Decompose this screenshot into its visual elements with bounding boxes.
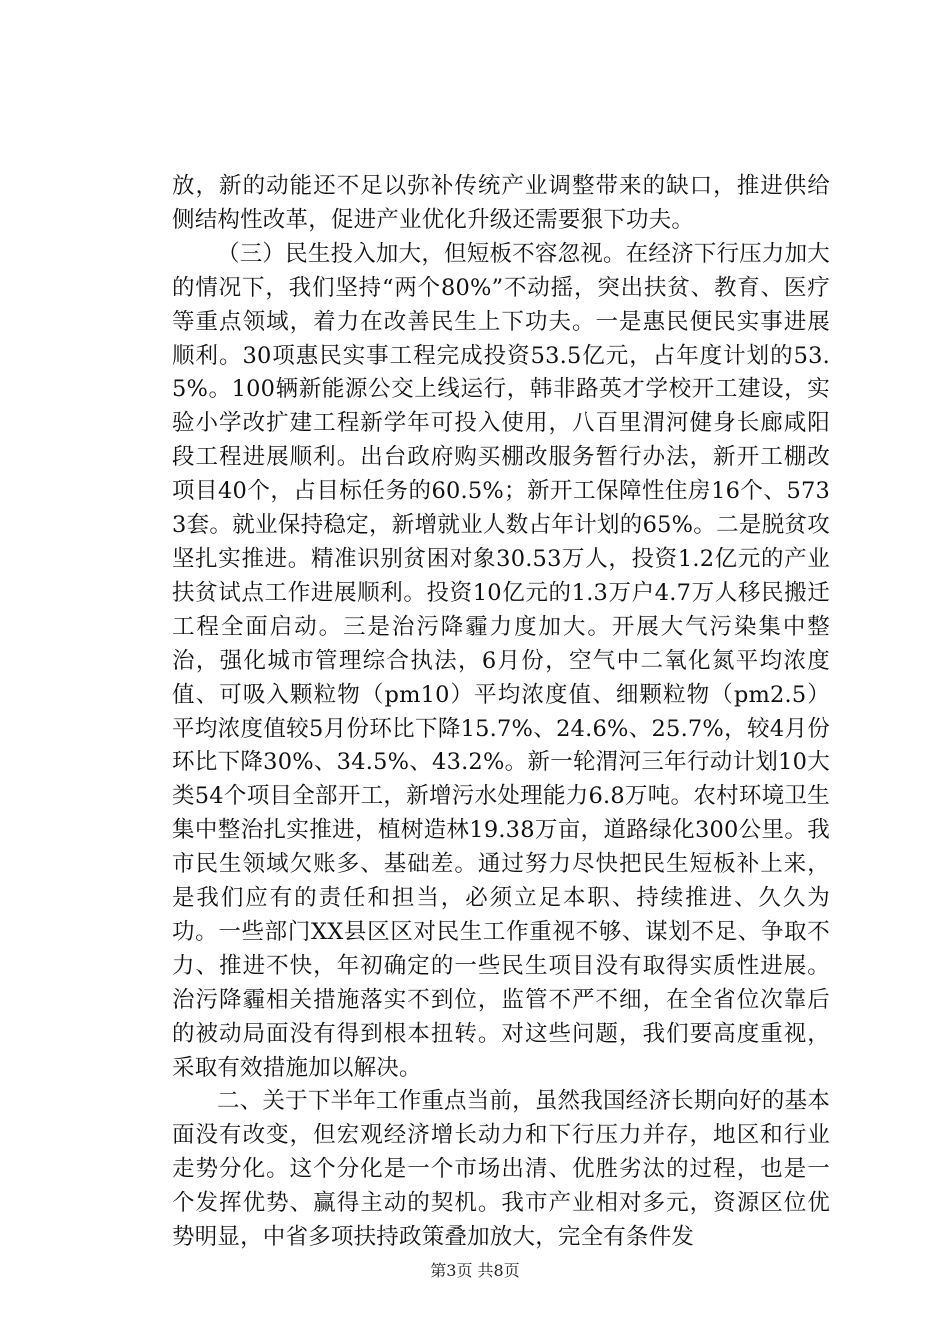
document-body [172, 170, 830, 1255]
page-footer: 第3页 共8页 [430, 1261, 520, 1280]
paragraph-second-half-priorities: 二、关于下半年工作重点当前，虽然我国经济长期向好的基本面没有改变，但宏观经济增长动力和下行压力并存，地区和行业走势分化。这个分化是一个市场出清、优胜劣汰的过程，也是一个发挥优势、赢得主动的契机。我市产业相对多元，资源区位优势明显，中省多项扶持政策叠加放大，完全有条件发 [172, 1088, 830, 1251]
paragraph-livelihood: （三）民生投入加大，但短板不容忽视。在经济下行压力加大的情况下，我们坚持“两个80%”不动摇，突出扶贫、教育、医疗等重点领域，着力在改善民生上下功夫。一是惠民便民实事进展顺利。30项惠民实事工程完成投资53.5亿元，占年度计划的53.5%。100辆新能源公交上线运行，韩非路英才学校开工建设，实验小学改扩建工程新学年可投入使用，八百里渭河健身长廊咸阳段工程进展顺利。出台政府购买棚改服务暂行办法，新开工棚改项目40个，占目标任务的60.5%；新开工保障性住房16个、5733套。就业保持稳定，新增就业人数占年计划的65%。二是脱贫攻坚扎实推进。精准识别贫困对象30.53万人，投资1.2亿元的产业扶贫试点工作进展顺利。投资10亿元的1.3万户4.7万人移民搬迁工程全面启动。三是治污降霾力度加大。开展大气污染集中整治，强化城市管理综合执法，6月份，空气中二氧化氮平均浓度值、可吸入颗粒物（pm10）平均浓度值、细颗粒物（pm2.5）平均浓度值较5月份环比下降15.7%、24.6%、25.7%，较4月份环比下降30%、34.5%、43.2%。新一轮渭河三年行动计划10大类54个项目全部开工，新增污水处理能力6.8万吨。农村环境卫生集中整治扎实推进，植树造林19.38万亩，道路绿化300公里。我市民生领域欠账多、基础差。通过努力尽快把民生短板补上来，是我们应有的责任和担当，必须立足本职、持续推进、久久为功。一些部门XX县区区对民生工作重视不够、谋划不足、争取不力、推进不快，年初确定的一些民生项目没有取得实质性进展。治污降霾相关措施落实不到位，监管不严不细，在全省位次靠后的被动局面没有得到根本扭转。对这些问题，我们要高度重视，采取有效措施加以解决。 [172, 240, 830, 1081]
paragraph-continuation: 放，新的动能还不足以弥补传统产业调整带来的缺口，推进供给侧结构性改革，促进产业优化升级还需要狠下功夫。 [172, 173, 830, 233]
